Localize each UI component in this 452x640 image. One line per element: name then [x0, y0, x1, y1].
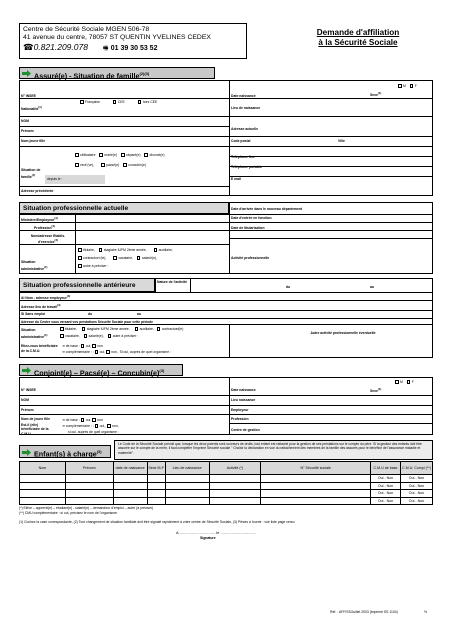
spouse-insee-label: N° INSEE [21, 388, 36, 392]
prev-cmu-base-oui-checkbox[interactable] [81, 344, 85, 348]
org-address: 41 avenue du centre, 78057 ST QUENTIN YVELINES CEDEX [23, 34, 211, 42]
assure-section-header: Assuré(e) - Situation de famille$^{(2)(3)}$ [19, 67, 215, 79]
status-veuf-checkbox[interactable] [75, 163, 79, 167]
previous-cmu-options: ➔ de base : oui, non ➔ complémentaire : : oui, non, Si oui, auprès de quel organisme : [62, 344, 172, 354]
admin-salarie-checkbox[interactable] [137, 256, 141, 260]
col-cmu-base: C.M.U de base [371, 462, 401, 475]
email-label: E mail [231, 177, 241, 181]
table-row [20, 482, 433, 490]
col-cmu-compl: C.M.U. Compl (**) [401, 462, 433, 475]
children-table [19, 461, 433, 505]
insee-label: N° INSEE [21, 94, 36, 98]
footnote-cmu: (**) CMU complémentaire : si oui, précisez le nom de l'organisme. [19, 511, 118, 515]
status-divorce-checkbox[interactable] [144, 153, 148, 157]
status-separe-checkbox[interactable] [121, 153, 125, 157]
col-prenom: Prénom [65, 462, 113, 475]
previous-address-label: Adresse précédente [21, 189, 54, 193]
admin-vacataire-checkbox[interactable] [113, 256, 117, 260]
children-notice: Le Code de la Sécurité Sociale prévoit que, lorsque les deux parents sont ouvreurs de droits, tout enfant est rattaché pour la gestion de ses prestations sur le compte du père. Si la gestion des enfants doit être assurée sur le compte de la mère, il faut compléter l'imprimé Sécurité sociale " Choisir la déclaration en vue du rattachement des membres de la famille des assurés pour le bénéfice de l'assurance maladie et maternité". [114, 440, 433, 460]
prev-contractuel-checkbox[interactable] [157, 327, 161, 331]
prev-cmu-base-non-checkbox[interactable] [92, 344, 96, 348]
previous-workplace-label: Adresse lieu de travail$^{(4)}$ [21, 303, 61, 310]
fax-number: 01 39 30 53 52 [110, 44, 158, 52]
spouse-sex-m-checkbox[interactable] [395, 380, 399, 384]
nationality-label: Nationalité$^{(1)}$ [21, 105, 42, 112]
unemployed-label: Si Sans emploi [21, 312, 46, 316]
activity-nature-label: Nature de l'activité [157, 280, 188, 284]
spouse-name-label: NOM [21, 398, 29, 402]
prev-autre-checkbox[interactable] [108, 334, 112, 338]
family-status-label: Situation de famille$^{(1)}$ [21, 168, 41, 179]
sex-f-checkbox[interactable] [410, 84, 414, 88]
status-marie-checkbox[interactable] [99, 153, 103, 157]
spouse-cmu-comp-oui-checkbox[interactable] [95, 424, 99, 428]
unemployed-to-label: au [137, 312, 141, 316]
arrow-right-icon [22, 449, 31, 456]
city-label: Ville [338, 139, 345, 143]
spouse-birthplace-label: Lieu naissance [231, 398, 256, 402]
unemployed-from-label: du [88, 312, 93, 316]
cmu-base-choice[interactable]: Oui - Non [371, 475, 401, 483]
col-date-naissance: date de naissance [113, 462, 147, 475]
spouse-sex-label: Sexe$^{(1)}$ [370, 387, 382, 394]
phone-mobile-label: Téléphone portable [231, 165, 263, 169]
previous-from-label: du [286, 285, 291, 289]
cmu-compl-choice[interactable]: Oui - Non [401, 497, 433, 505]
col-nom: Nom [20, 462, 66, 475]
spouse-profession-label: Profession [231, 417, 249, 421]
family-status-options: célibataire marié(e) séparé(e) divorcé(e) veuf (ve), pacsé(e) concubin(e) [75, 150, 165, 170]
spouse-sex-f-checkbox[interactable] [407, 380, 411, 384]
phone-fixed-label: Téléphone fixe [231, 155, 255, 159]
profession-label: Profession$^{(4)}$ [34, 224, 55, 231]
arrow-right-icon [22, 367, 31, 374]
sender-address-box [19, 23, 247, 59]
since-date-field[interactable]: depuis le : [45, 175, 105, 184]
cmu-compl-choice[interactable]: Oui - Non [401, 475, 433, 483]
prev-salarie-checkbox[interactable] [84, 334, 88, 338]
status-celibataire-checkbox[interactable] [75, 153, 79, 157]
admin-status-label: Situation administrative$^{(1)}$ [21, 260, 48, 271]
other-activity-label: Autre activité professionnelle éventuelle [310, 331, 376, 335]
prev-titulaire-checkbox[interactable] [60, 327, 64, 331]
spouse-cmu-base-oui-checkbox[interactable] [81, 418, 85, 422]
fax-icon: 🖷 [102, 45, 109, 52]
birthdate-label: Date naissance [231, 94, 256, 98]
previous-employer-label: Al Nom - adresse employeur$^{(4)}$ [21, 294, 71, 301]
cmu-compl-choice[interactable]: Oui - Non [401, 490, 433, 498]
table-row [20, 490, 433, 498]
nationality-francaise-checkbox[interactable] [80, 100, 84, 104]
maiden-name-label: Nom jeune fille [21, 139, 46, 143]
nationality-cee-checkbox[interactable] [113, 100, 117, 104]
birthplace-label: Lieu de naissance [231, 106, 261, 110]
children-section-header: Enfant(s) à charge$^{(3)}$ [19, 445, 111, 458]
org-name: Centre de Sécurité Sociale MGEN 506-78 [23, 26, 150, 33]
cmu-compl-choice[interactable]: Oui - Non [401, 482, 433, 490]
spouse-sex-choice: M F [395, 380, 414, 384]
cmu-base-choice[interactable]: Oui - Non [371, 482, 401, 490]
sex-m-checkbox[interactable] [398, 84, 402, 88]
footnote-activity: (*) Elève – apprenti(e) – étudiant(e) - salarié(e) – demandeur d'emploi – autre (à préciser) [19, 506, 154, 510]
spouse-birthdate-label: Date naissance [231, 388, 256, 392]
previous-centre-label: Adresse du Centre vous versant vos prestations Sécurité Sociale pour cette période [21, 320, 153, 324]
prev-cmu-comp-oui-checkbox[interactable] [95, 350, 99, 354]
prev-cmu-comp-non-checkbox[interactable] [106, 350, 110, 354]
pro-activity-label: Activité professionnelle [231, 256, 270, 260]
cmu-base-choice[interactable]: Oui - Non [371, 490, 401, 498]
admin-autre-checkbox[interactable] [78, 264, 82, 268]
place-date-line: A ................................ le ................................ [176, 530, 257, 535]
admin-stagiaire-checkbox[interactable] [99, 248, 103, 252]
footnote-instructions: (1) Cochez la case correspondante, (2) Tout changement de situation familiale doit être signalé rapidement à votre centre de Sécurité Sociale, (3) Pièces à fournir : voir liste page verso [19, 520, 295, 524]
date-titularisation-label: Date de titularisation [231, 226, 265, 230]
form-reference: Réf. : AFF/SS/Juillet 2003 (imprimé SS 1104) [330, 610, 398, 614]
employer-label: Ministère/Employeur$^{(4)}$ [21, 216, 58, 223]
prev-vacataire-checkbox[interactable] [60, 334, 64, 338]
col-activite: Activité (*) [209, 462, 261, 475]
arrow-right-icon [22, 70, 31, 77]
admin-contractuel-checkbox[interactable] [78, 256, 82, 260]
col-sexe: Sexe M-F [147, 462, 165, 475]
phone-number: 0.821.209.078 [33, 41, 88, 52]
spouse-section-header: Conjoint(e) – Pacsé(e) – $Concubin(e)^{(3)}$ [19, 364, 183, 376]
sex-label: Sexe$^{(1)}$ [370, 91, 382, 98]
admin-status-options: titulaire, stagiaire IUFM 2ème année, auxiliaire, contractuel (le), vacataire, salarié(e), autre à préciser : [78, 246, 173, 270]
name-label: NOM [21, 119, 29, 123]
previous-admin-label: Situation administrative$^{(1)}$ [21, 328, 48, 339]
page-mark: % [424, 610, 428, 614]
spouse-centre-label: Centre de gestion [231, 428, 260, 432]
date-entry-label: Date d'entrée en fonction [231, 216, 272, 220]
firstname-label: Prénom [21, 129, 34, 133]
date-arrival-label: Date d'arrivée dans le nouveau département [231, 207, 303, 211]
prev-auxiliaire-checkbox[interactable] [135, 327, 139, 331]
sex-choice: M F [398, 84, 417, 88]
phone-icon: ☎ [23, 41, 34, 52]
nationality-horscee-checkbox[interactable] [138, 100, 142, 104]
prev-stagiaire-checkbox[interactable] [82, 327, 86, 331]
spouse-cmu-comp-non-checkbox[interactable] [107, 424, 111, 428]
spouse-cmu-base-non-checkbox[interactable] [92, 418, 96, 422]
establishment-label: Nom/adresse Etablis. d'exercice$^{(4)}$ [30, 234, 66, 245]
page-title: Demande d'affiliation à la Sécurité Sociale [316, 28, 400, 47]
status-pacse-checkbox[interactable] [101, 163, 105, 167]
admin-titulaire-checkbox[interactable] [78, 248, 82, 252]
spouse-cmu-label: Est-il (elle) bénéficiaire de la C.M.U. [21, 423, 49, 436]
spouse-cmu-options: ➔ de base : oui, non ➔ complémentaire : : oui, non, si oui, auprès de quel organisme : [62, 418, 119, 434]
spouse-maiden-label: Nom de jeune fille [21, 417, 51, 421]
table-row [20, 497, 433, 505]
previous-admin-options: titulaire, stagiaire IUFM 2ème année, auxiliaire, contractuel(le) vacataire, salarié(e), autre à préciser : [60, 326, 183, 340]
table-row [20, 475, 433, 483]
previous-cmu-label: Etiez-vous bénéficiaire de la C.M.U. [21, 344, 58, 353]
status-concubin-checkbox[interactable] [123, 163, 127, 167]
admin-auxiliaire-checkbox[interactable] [154, 248, 158, 252]
signature-label: Signature [200, 536, 216, 540]
cmu-base-choice[interactable]: Oui - Non [371, 497, 401, 505]
spouse-employer-label: Employeur [231, 408, 249, 412]
spouse-firstname-label: Prénom [21, 408, 34, 412]
previous-pro-section-header: Situation professionnelle antérieure [19, 278, 155, 292]
previous-to-label: au [370, 285, 374, 289]
pro-section-header: Situation professionnelle actuelle [19, 202, 229, 214]
postal-code-label: Code postal [231, 139, 251, 143]
nationality-options: Française CEE hors CEE [80, 100, 157, 104]
address-label: Adresse actuelle [231, 127, 258, 131]
col-lieu-naissance: Lieu de naissance [165, 462, 209, 475]
col-securite-sociale: N° Sécurité sociale [261, 462, 371, 475]
